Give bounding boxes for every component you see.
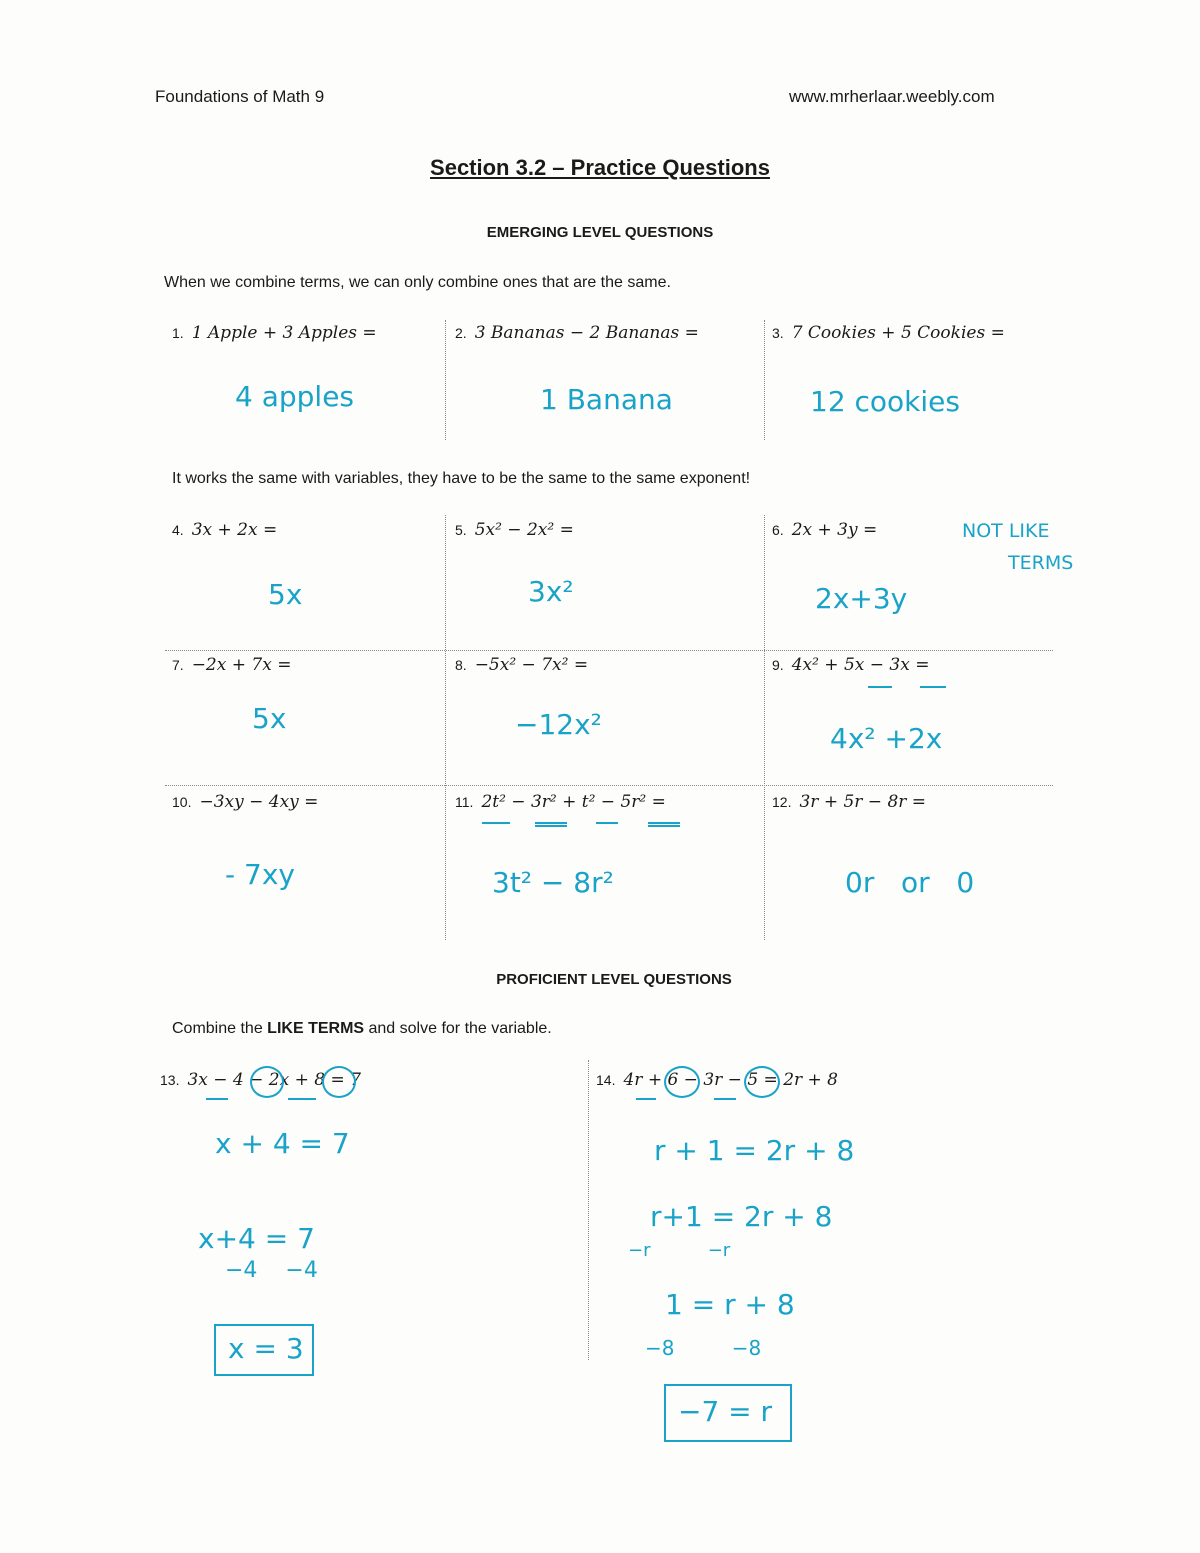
divider bbox=[764, 320, 765, 440]
question-2: 2. 3 Bananas − 2 Bananas = bbox=[455, 323, 699, 343]
answer-1: 4 apples bbox=[235, 380, 355, 413]
page-title: Section 3.2 – Practice Questions bbox=[430, 155, 770, 180]
circle-mark bbox=[744, 1066, 780, 1098]
emerging-intro-variables: It works the same with variables, they have to be the same to the same exponent! bbox=[172, 470, 751, 487]
answer-4: 5x bbox=[268, 578, 303, 611]
answer-7: 5x bbox=[252, 702, 287, 735]
double-underline-mark bbox=[648, 822, 680, 827]
divider bbox=[165, 650, 1053, 651]
not-like-note: NOT LIKE bbox=[962, 520, 1050, 542]
question-5: 5. 5x² − 2x² = bbox=[455, 520, 574, 540]
terms-note: TERMS bbox=[1008, 552, 1074, 574]
answer-11: 3t² − 8r² bbox=[492, 866, 614, 899]
underline-mark bbox=[920, 686, 946, 688]
divider bbox=[764, 515, 765, 940]
question-11: 11. 2t² − 3r² + t² − 5r² = bbox=[455, 792, 666, 812]
question-7: 7. −2x + 7x = bbox=[172, 655, 292, 675]
double-underline-mark bbox=[535, 822, 567, 827]
question-12: 12. 3r + 5r − 8r = bbox=[772, 792, 927, 812]
q14-answer-box bbox=[664, 1384, 792, 1442]
q13-answer-box bbox=[214, 1324, 314, 1376]
underline-mark bbox=[596, 822, 618, 824]
question-4: 4. 3x + 2x = bbox=[172, 520, 278, 540]
q13-work-2: x+4 = 7 bbox=[198, 1222, 315, 1255]
underline-mark bbox=[868, 686, 892, 688]
divider bbox=[588, 1060, 589, 1360]
question-3: 3. 7 Cookies + 5 Cookies = bbox=[772, 323, 1005, 343]
q13-answer: x = 3 bbox=[228, 1332, 304, 1365]
q14-work-1: r + 1 = 2r + 8 bbox=[654, 1134, 855, 1167]
question-9: 9. 4x² + 5x − 3x = bbox=[772, 655, 930, 675]
proficient-heading: PROFICIENT LEVEL QUESTIONS bbox=[496, 971, 732, 988]
underline-mark bbox=[714, 1098, 736, 1100]
answer-8: −12x² bbox=[515, 708, 602, 741]
question-14: 14. 4r + 6 − 3r − 5 = 2r + 8 bbox=[596, 1070, 839, 1090]
answer-3: 12 cookies bbox=[810, 385, 960, 418]
course-name: Foundations of Math 9 bbox=[155, 87, 325, 106]
q14-work-2: r+1 = 2r + 8 bbox=[650, 1200, 833, 1233]
divider bbox=[445, 515, 446, 940]
underline-mark bbox=[288, 1098, 316, 1100]
underline-mark bbox=[482, 822, 510, 824]
question-8: 8. −5x² − 7x² = bbox=[455, 655, 589, 675]
website-url: www.mrherlaar.weebly.com bbox=[789, 87, 995, 106]
question-10: 10. −3xy − 4xy = bbox=[172, 792, 319, 812]
answer-5: 3x² bbox=[528, 575, 574, 608]
underline-mark bbox=[206, 1098, 228, 1100]
answer-9: 4x² +2x bbox=[830, 722, 943, 755]
question-6: 6. 2x + 3y = bbox=[772, 520, 878, 540]
question-13: 13. 3x − 4 − 2x + 8 = 7 bbox=[160, 1070, 361, 1090]
q14-work-5: −8 −8 bbox=[645, 1336, 762, 1360]
underline-mark bbox=[636, 1098, 656, 1100]
divider bbox=[445, 320, 446, 440]
answer-10: - 7xy bbox=[225, 858, 295, 891]
circle-mark bbox=[250, 1066, 284, 1098]
circle-mark bbox=[322, 1066, 356, 1098]
q14-work-4: 1 = r + 8 bbox=[665, 1288, 795, 1321]
answer-12: 0r or 0 bbox=[845, 866, 975, 899]
answer-6: 2x+3y bbox=[815, 582, 908, 615]
q13-work-1: x + 4 = 7 bbox=[215, 1127, 350, 1160]
emerging-heading: EMERGING LEVEL QUESTIONS bbox=[486, 224, 714, 241]
proficient-intro: Combine the LIKE TERMS and solve for the variable. bbox=[172, 1020, 552, 1037]
q13-work-3: −4 −4 bbox=[225, 1258, 318, 1283]
emerging-intro: When we combine terms, we can only combine ones that are the same. bbox=[164, 274, 671, 291]
circle-mark bbox=[664, 1066, 700, 1098]
answer-2: 1 Banana bbox=[540, 383, 673, 416]
question-1: 1. 1 Apple + 3 Apples = bbox=[172, 323, 377, 343]
q14-answer: −7 = r bbox=[678, 1395, 773, 1428]
q14-work-3: −r −r bbox=[628, 1240, 731, 1261]
divider bbox=[165, 785, 1053, 786]
